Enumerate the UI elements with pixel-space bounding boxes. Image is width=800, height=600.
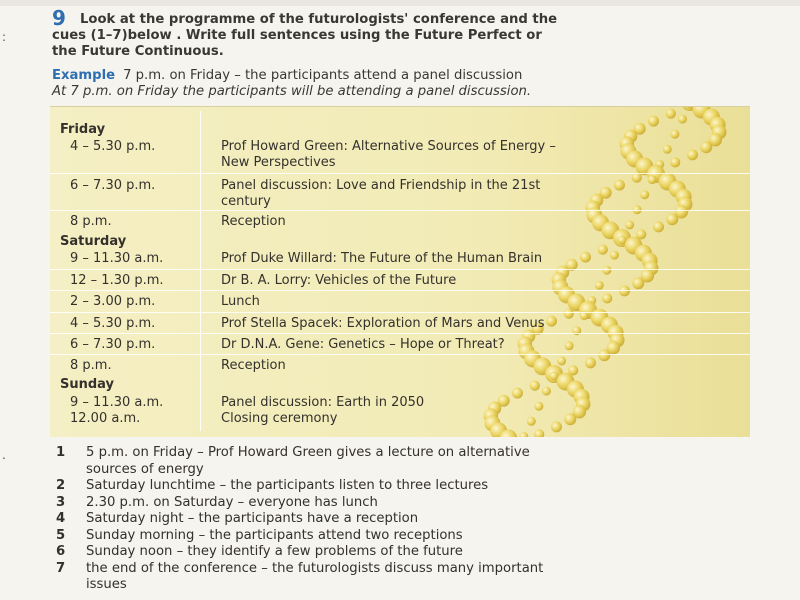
session-time: 9 – 11.30 a.m. [70,251,164,266]
row-divider [50,290,750,291]
session-time: 4 – 5.30 p.m. [70,139,156,154]
cues-list [52,445,772,594]
cue-item: 3 2.30 p.m. on Saturday – everyone has lunch [56,494,378,510]
cue-number: 4 [56,511,66,526]
example-answer: At 7 p.m. on Friday the participants will be attending a panel discussion. [52,84,532,99]
example-block [52,68,752,100]
instruction-line: the Future Continuous. [52,44,224,59]
day-heading-saturday: Saturday [60,234,127,249]
cue-item: 5 Sunday morning – the participants attend two receptions [56,527,463,543]
cue-item: 6 Sunday noon – they identify a few problems of the future [56,544,463,559]
row-divider [50,354,750,355]
cue-number: 6 [56,544,66,559]
dna-bead [534,429,544,437]
session-title: Dr B. A. Lorry: Vehicles of the Future [221,273,457,288]
cue-item: 4 Saturday night – the participants have a reception [56,511,419,526]
instruction-text [52,12,740,60]
session-title: Dr D.N.A. Gene: Genetics – Hope or Threat? [221,337,505,352]
day-heading-sunday: Sunday [60,377,115,392]
dna-bead [678,115,687,124]
session-time: 4 – 5.30 p.m. [70,316,156,331]
row-divider [50,269,750,270]
session-time: 8 p.m. [70,214,112,229]
session-time: 9 – 11.30 a.m. [70,395,164,410]
dna-bead [666,109,676,119]
session-title: Prof Stella Spacek: Exploration of Mars and Venus [221,316,545,331]
cue-number: 2 [56,478,66,493]
margin-mark: : [2,30,7,44]
instruction-line: cues (1–7)below . Write full sentences using the Future Perfect or [52,28,542,43]
row-divider [50,210,750,211]
cue-item: 2 Saturday lunchtime – the participants listen to three lectures [56,478,489,493]
session-time: 2 – 3.00 p.m. [70,294,156,309]
session-title: Prof Howard Green: Alternative Sources of Energy – New Perspectives [221,139,556,170]
cue-number: 3 [56,494,66,510]
session-title: Closing ceremony [221,411,338,426]
session-title: Prof Duke Willard: The Future of the Human Brain [221,251,543,266]
session-title: Panel discussion: Earth in 2050 [221,395,425,410]
cue-item: 1 5 p.m. on Friday – Prof Howard Green gives a lecture on alternative sources of energy [56,445,530,477]
session-title: Lunch [221,294,260,309]
session-title: Panel discussion: Love and Friendship in the 21st century [221,178,541,209]
cue-number: 5 [56,527,66,543]
dna-bead [519,432,528,437]
example-cue: 7 p.m. on Friday – the participants attend a panel discussion [123,68,523,83]
session-time: 6 – 7.30 p.m. [70,178,156,193]
session-time: 12.00 a.m. [70,411,141,426]
row-divider [50,312,750,313]
instruction-line: Look at the programme of the futurologists' conference and the [80,12,558,27]
cue-number: 7 [56,560,66,576]
row-divider [50,333,750,334]
day-heading-friday: Friday [60,122,106,137]
dna-bead [648,116,659,127]
cue-item: 7 the end of the conference – the futurologists discuss many important issues [56,560,544,592]
margin-mark: . [2,448,6,462]
session-title: Reception [221,358,286,373]
session-time: 12 – 1.30 p.m. [70,273,164,288]
dna-bead [670,130,679,139]
session-time: 8 p.m. [70,358,112,373]
page-top-edge [0,0,800,6]
example-label: Example [52,68,116,83]
row-divider [50,173,750,174]
cue-number: 1 [56,445,66,460]
dna-bead [530,381,540,391]
exercise-number: 9 [52,6,66,30]
conference-programme [50,106,750,437]
session-time: 6 – 7.30 p.m. [70,337,156,352]
session-title: Reception [221,214,286,229]
column-divider [200,111,201,431]
